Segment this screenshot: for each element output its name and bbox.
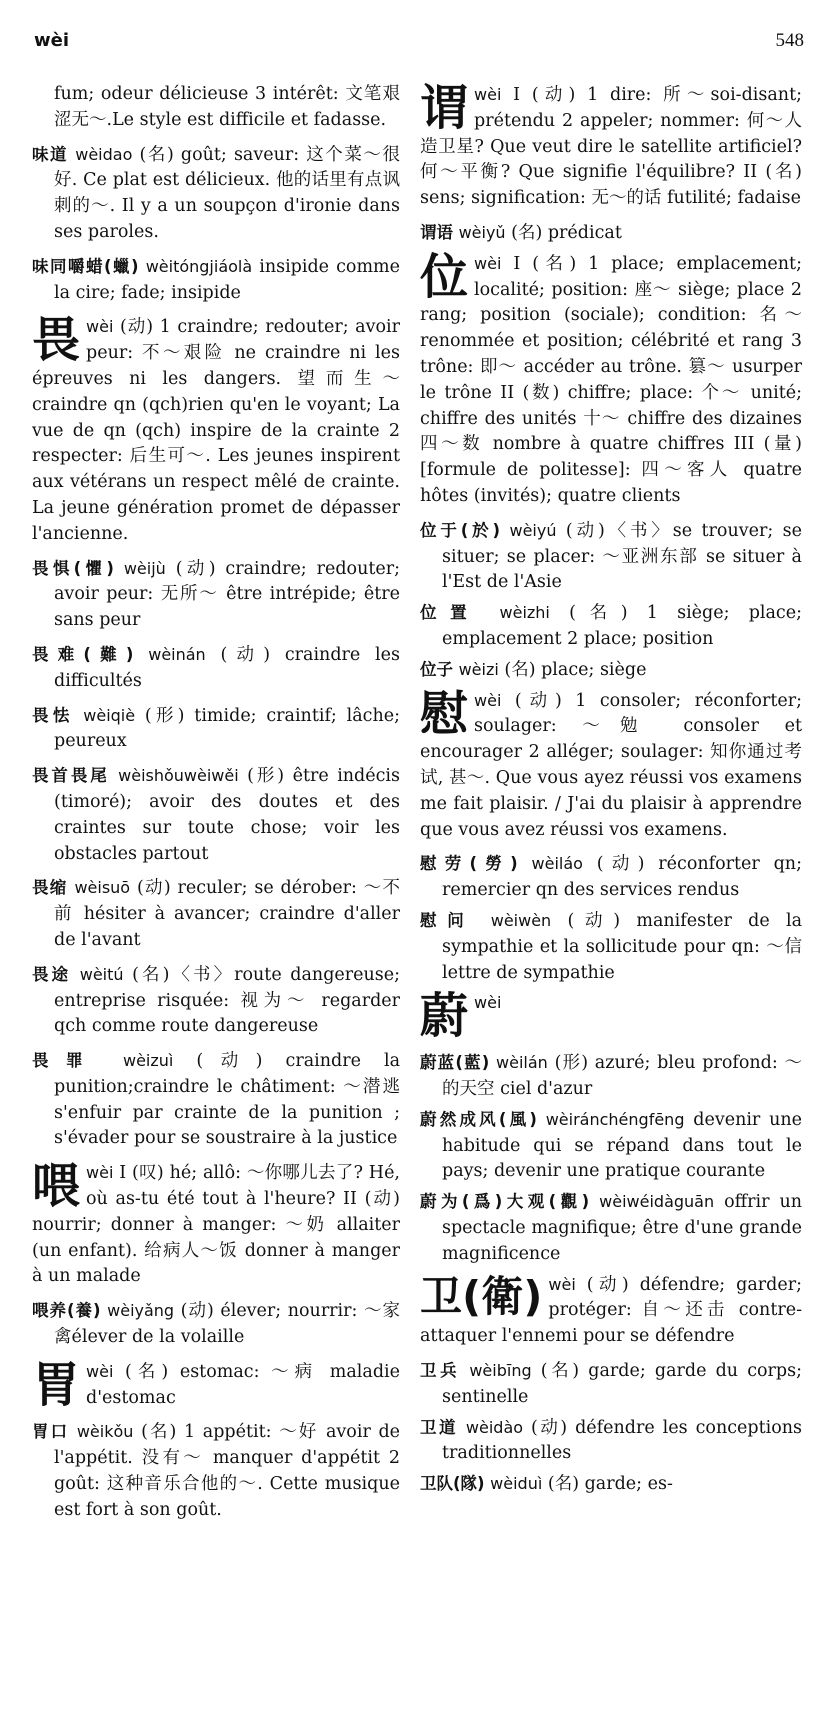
dictionary-entry [420,518,802,596]
page-number: 548 [775,30,804,51]
dictionary-entry [32,875,400,953]
pinyin: wèi [86,1361,114,1381]
pinyin: wèiránchéngfēng [545,1109,685,1129]
definition: (动) craindre la punition;craindre le châtiment: ～潜逃 s'enfuir par crainte de la punition ; s'évader pour se soustraire à la justice [54,1051,400,1149]
pinyin: wèi [86,1163,114,1183]
definition: (动) craindre; redouter; avoir peur: 无所～ être intrépide; être sans peur [54,558,400,631]
definition: (形) azuré; bleu profond: ～的天空 ciel d'azur [442,1053,802,1100]
pinyin: wèisuō [74,878,131,898]
headword: 谓语 [420,222,453,242]
definition: (动) défendre; garder; protéger: 自～还击 contre-attaquer l'ennemi pour se défendre [420,1274,802,1347]
pinyin: wèikǒu [76,1422,134,1442]
headword: 畏惧(懼) [32,558,114,578]
headword: 慰问 [420,910,475,930]
head-character: 谓 [420,82,469,136]
definition: (动) manifester de la sympathie et la sollicitude pour qn: ～信 lettre de sympathie [442,910,802,983]
headword: 畏罪 [32,1051,100,1071]
head-character: 卫(衛) [420,1271,543,1321]
head-character: 胃 [32,1356,81,1413]
pinyin: wèilán [496,1053,548,1073]
pinyin: wèi [474,253,502,273]
dictionary-entry [32,142,400,246]
entry-continuation [32,82,400,134]
character-entry [32,1356,400,1413]
dictionary-entry [420,851,802,904]
pinyin: wèiláo [531,854,583,874]
character-entry [420,248,802,510]
definition: I (名) 1 place; emplacement; localité; position: 座～ siège; place 2 rang; position (sociale); condition: 名～ renommée et position; célébrité et rang 3 trône: 即～ accéder au trône. 篡～ usurper le trône II (数) chiffre; place: 个～ unité; chiffre des unités 十～ chiffre des dizaines 四～数 nombre à quatre chiffres III (量) [formule de politesse]: 四～客人 quatre hôtes (invités); quatre clients [420,253,802,506]
headword: 卫队(隊) [420,1474,485,1494]
pinyin: wèiyú [509,520,557,540]
headword: 卫道 [420,1417,458,1437]
definition: (名)〈书〉route dangereuse; entreprise risquée: 视为～ regarder qch comme route dangereuse [54,964,400,1037]
pinyin: wèitóngjiáolà [145,256,253,276]
definition: (动) 1 craindre; redouter; avoir peur: 不～艰险 ne craindre ni les épreuves ni les dangers. 望而生～ craindre qn (qch)rien qu'en le voyant; La vue de qn (qch) inspire de la crainte 2 respecter: 后生可～. Les jeunes inspirent aux vétérans un respect mêlé de crainte. La jeune génération promet de dépasser l'ancienne. [32,317,400,544]
headword: 畏首畏尾 [32,766,110,786]
pinyin: wèizi [458,659,499,679]
pinyin: wèitú [79,964,124,984]
character-entry [420,1272,802,1350]
pinyin: wèi [548,1274,576,1294]
definition: fum; odeur délicieuse 3 intérêt: 文笔艰涩无～.Le style est difficile et fadasse. [54,84,400,130]
pinyin: wèi [474,690,502,710]
character-entry [420,988,802,1045]
definition: devenir une habitude qui se répand dans tout le pays; devenir une pratique courante [442,1109,802,1182]
headword: 喂养(養) [32,1301,101,1321]
pinyin: wèiwèn [490,910,552,930]
headword: 慰劳(勞) [420,854,518,874]
headword: 畏难(難) [32,644,134,664]
definition: (动)〈书〉se trouver; se situer; se placer: ～亚洲东部 se situer à l'Est de l'Asie [442,520,802,593]
pinyin: wèiqiè [83,705,136,725]
headword: 味道 [32,144,69,164]
dictionary-entry [420,908,802,986]
dictionary-entry [32,1298,400,1351]
definition: (名) goût; saveur: 这个菜～很好. Ce plat est délicieux. 他的话里有点讽刺的～. Il y a un soupçon d'ironie dans ses paroles. [54,144,400,242]
headword: 胃口 [32,1422,70,1442]
pinyin: wèizuì [123,1051,174,1071]
pinyin: wèi [474,993,502,1013]
dictionary-entry [32,1419,400,1523]
definition: (动) élever; nourrir: ～家禽élever de la volaille [54,1301,400,1348]
pinyin: wèizhi [499,603,550,623]
definition: (形) timide; craintif; lâche; peureux [54,705,400,752]
pinyin: wèi [86,317,114,337]
definition: (形) être indécis (timoré); avoir des doutes et des craintes sur toute chose; voir les obstacles partout [54,766,400,864]
left-column [32,82,400,1712]
definition: (名) place; siège [504,659,647,680]
headword: 味同嚼蜡(蠟) [32,256,139,276]
dictionary-entry [32,703,400,756]
dictionary-entry [420,657,802,684]
headword: 蔚为(爲)大观(觀) [420,1192,590,1212]
headword: 畏怯 [32,705,74,725]
dictionary-entry [420,1050,802,1103]
pinyin: wèinán [148,644,206,664]
character-entry [32,314,400,547]
pinyin: wèishǒuwèiwěi [118,766,239,786]
headword: 蔚蓝(藍) [420,1053,490,1073]
running-head: wèi [34,30,70,51]
pinyin: wèiduì [490,1474,543,1494]
definition: (动) 1 consoler; réconforter; soulager: ～勉 consoler et encourager 2 alléger; soulager: 知你通过考试, 甚～. Que vous ayez réussi vos examens me fait plaisir. / J'ai du plaisir à apprendre que vous avez réussi vos examens. [420,690,802,840]
head-character: 蔚 [420,988,469,1045]
pinyin: wèiwéidàguān [599,1192,715,1212]
dictionary-entry [420,600,802,653]
dictionary-entry [32,254,400,307]
page-header [34,30,804,60]
definition: (名) prédicat [511,222,622,243]
pinyin: wèibīng [469,1361,532,1381]
dictionary-entry [420,1415,802,1468]
character-entry [420,685,802,844]
pinyin: wèidao [75,144,133,164]
headword: 位于(於) [420,520,501,540]
definition: (名) estomac: ～病 maladie d'estomac [86,1361,400,1408]
dictionary-entry [32,763,400,867]
definition: I (动) 1 dire: 所～soi-disant; prétendu 2 appeler; nommer: 何～人造卫星? Que veut dire le satellite artificiel? 何～平衡? Que signifie l'équilibre? II (名) sens; signification: 无～的话 futilité; fadaise [420,85,802,209]
right-column [420,82,802,1712]
headword: 蔚然成风(風) [420,1109,537,1129]
definition: (动) craindre les difficultés [54,644,400,691]
dictionary-entry [420,1358,802,1411]
headword: 位置 [420,603,481,623]
pinyin: wèi [474,85,502,104]
head-character: 畏 [32,312,81,369]
head-character: 喂 [32,1158,81,1215]
pinyin: wèidào [465,1417,524,1437]
dictionary-entry [420,1471,802,1498]
character-entry [420,82,802,212]
definition: (名) 1 appétit: ～好 avoir de l'appétit. 没有～ manquer d'appétit 2 goût: 这种音乐合他的～. Cette musique est fort à son goût. [54,1422,400,1520]
dictionary-entry [32,642,400,695]
definition: I (叹) hé; allô: ～你哪儿去了? Hé, où as-tu été tout à l'heure? II (动) nourrir; donner à manger: ～奶 allaiter (un enfant). 给病人～饭 donner à manger à un malade [32,1163,400,1287]
dictionary-entry [420,220,802,247]
definition: (名) 1 siège; place; emplacement 2 place; position [442,603,802,649]
definition: (动) reculer; se dérober: ～不前 hésiter à avancer; craindre d'aller de l'avant [54,878,400,950]
dictionary-entry [420,1107,802,1185]
definition: insipide comme la cire; fade; insipide [54,256,400,303]
head-character: 位 [420,248,469,305]
dictionary-entry [420,1189,802,1267]
head-character: 慰 [420,685,469,742]
definition: (动) réconforter qn; remercier qn des services rendus [442,854,802,901]
definition: offrir un spectacle magnifique; être d'une grande magnificence [442,1192,802,1264]
headword: 位子 [420,659,453,679]
pinyin: wèijù [123,558,166,578]
character-entry [32,1160,400,1290]
pinyin: wèiyǎng [107,1301,175,1321]
headword: 卫兵 [420,1361,461,1381]
definition: (动) défendre les conceptions traditionnelles [442,1417,802,1464]
pinyin: wèiyǔ [458,222,506,242]
dictionary-entry [32,556,400,634]
definition: (名) garde; es- [547,1474,673,1495]
definition: (名) garde; garde du corps; sentinelle [442,1361,802,1407]
headword: 畏缩 [32,878,68,898]
headword: 畏途 [32,964,72,984]
dictionary-entry [32,1048,400,1152]
dictionary-entry [32,962,400,1040]
